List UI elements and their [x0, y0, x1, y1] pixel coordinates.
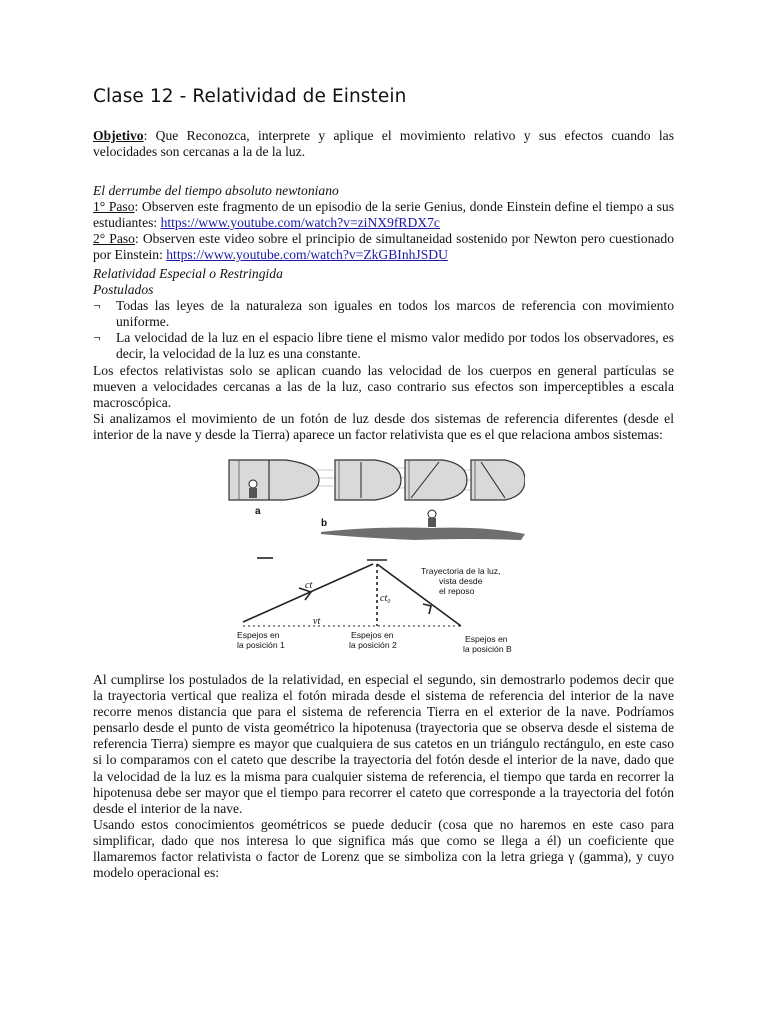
section-time-absolute — [93, 183, 674, 263]
spaceship-b3 — [471, 460, 525, 500]
mirror-position-1-line2: la posición 1 — [237, 640, 285, 650]
trajectory-caption-line3: el reposo — [439, 586, 475, 596]
postulates-heading: Postulados — [93, 282, 154, 298]
postulate-1-text: Todas las leyes de la naturaleza son iguales en todos los marcos de referencia con movimiento uniforme. — [116, 298, 674, 330]
postulate-1 — [93, 298, 674, 330]
step2-label: 2° Paso — [93, 231, 135, 247]
trajectory-caption-line2: vista desde — [439, 576, 483, 586]
figure-label-a: a — [255, 506, 261, 517]
section2-heading: Relatividad Especial o Restringida — [93, 266, 283, 281]
figure-label-b: b — [321, 518, 328, 529]
spaceship-b1 — [335, 460, 401, 500]
bullet-mark-icon: ¬ — [93, 298, 101, 314]
mirror-position-b-line2: la posición B — [463, 644, 512, 654]
spaceship-photon-figure — [225, 454, 525, 660]
step1-paragraph — [93, 199, 674, 231]
postulate-2-text: La velocidad de la luz en el espacio libre tiene el mismo valor medido por todos los observadores, es decir, la velocidad de la luz es una constante. — [116, 330, 674, 362]
mirror-position-1-line1: Espejos en — [237, 630, 280, 640]
page-title: Clase 12 - Relatividad de Einstein — [93, 86, 407, 107]
diagram-labels — [237, 566, 512, 654]
step1-label: 1° Paso — [93, 199, 135, 215]
label-ct0: ct₀ — [380, 593, 391, 604]
section-special-relativity — [93, 266, 674, 443]
step2-text: : Observen este video sobre el principio de simultaneidad sostenido por Newton pero cuestionado por Einstein: — [93, 231, 675, 263]
mirror-position-b-line1: Espejos en — [465, 634, 508, 644]
bullet-mark-icon: ¬ — [93, 330, 101, 346]
section1-heading: El derrumbe del tiempo absoluto newtoniano — [93, 183, 339, 198]
mirror-position-2-line2: la posición 2 — [349, 640, 397, 650]
postulate-2 — [93, 330, 674, 362]
spaceship-b2 — [405, 460, 467, 500]
step1-text: : Observen este fragmento de un episodio de la serie Genius, donde Einstein define el tiempo a sus estudiantes: — [93, 199, 674, 231]
section-explanation — [93, 672, 674, 881]
objective-label: Objetivo — [93, 128, 144, 143]
photon-analysis-paragraph: Si analizamos el movimiento de un fotón de luz desde dos sistemas de referencia diferentes (desde el interior de la nave y desde la Tierra) aparece un factor relativista que es el que relaciona ambos sistemas: — [93, 410, 674, 442]
step1-link[interactable]: https://www.youtube.com/watch?v=ziNX9fRDX7c — [160, 215, 440, 231]
earth-observer — [428, 510, 436, 527]
label-vt: vt — [313, 616, 321, 627]
label-ct: ct — [305, 580, 313, 591]
objective-text: : Que Reconozca, interprete y aplique el movimiento relativo y sus efectos cuando las velocidades son cercanas a la de la luz. — [93, 128, 674, 160]
ground — [321, 528, 525, 541]
step2-paragraph — [93, 231, 674, 263]
lorentz-factor-paragraph: Usando estos conocimientos geométricos se puede deducir (cosa que no haremos en este caso para simplificar, dado que nos interesa lo que significa más que como se llega a él) un coeficiente que llamaremos factor relativista o factor de Lorenz que se simboliza con la letra griega γ (gamma), y cuyo modelo operacional es: — [93, 816, 674, 881]
objective-block — [93, 128, 674, 160]
relativistic-effects-paragraph: Los efectos relativistas solo se aplican cuando las velocidad de los cuerpos en general partículas se mueven a velocidades cercanas a las de la luz, caso contrario sus efectos son imperceptibles a escala macroscópica. — [93, 362, 674, 410]
geometric-explanation-paragraph: Al cumplirse los postulados de la relatividad, en especial el segundo, sin demostrarlo podemos decir que la trayectoria vertical que realiza el fotón mirada desde el sistema de referencia del interior de la nave recorre menos distancia que para el sistema de referencia Tierra en el exterior de la nave. Podríamos pensarlo desde el punto de vista geométrico la hipotenusa (trayectoria que se observa desde el sistema de referencia Tierra) siempre es mayor que cualquiera de sus catetos en un triángulo rectángulo, en este caso si lo comparamos con el cateto que describe la trayectoria del fotón desde el interior de la nave, dado que la velocidad de la luz es la misma para cualquier sistema de referencia, el tiempo que tarda en recorrer la hipotenusa debe ser mayor que el tiempo para recorrer el cateto que corresponde a la trayectoria del fotón desde el interior de la nave. — [93, 672, 674, 816]
spaceship-a — [229, 460, 319, 500]
trajectory-caption-line1: Trayectoria de la luz, — [421, 566, 501, 576]
step2-link[interactable]: https://www.youtube.com/watch?v=ZkGBInhJSDU — [166, 247, 448, 263]
mirror-position-2-line1: Espejos en — [351, 630, 394, 640]
